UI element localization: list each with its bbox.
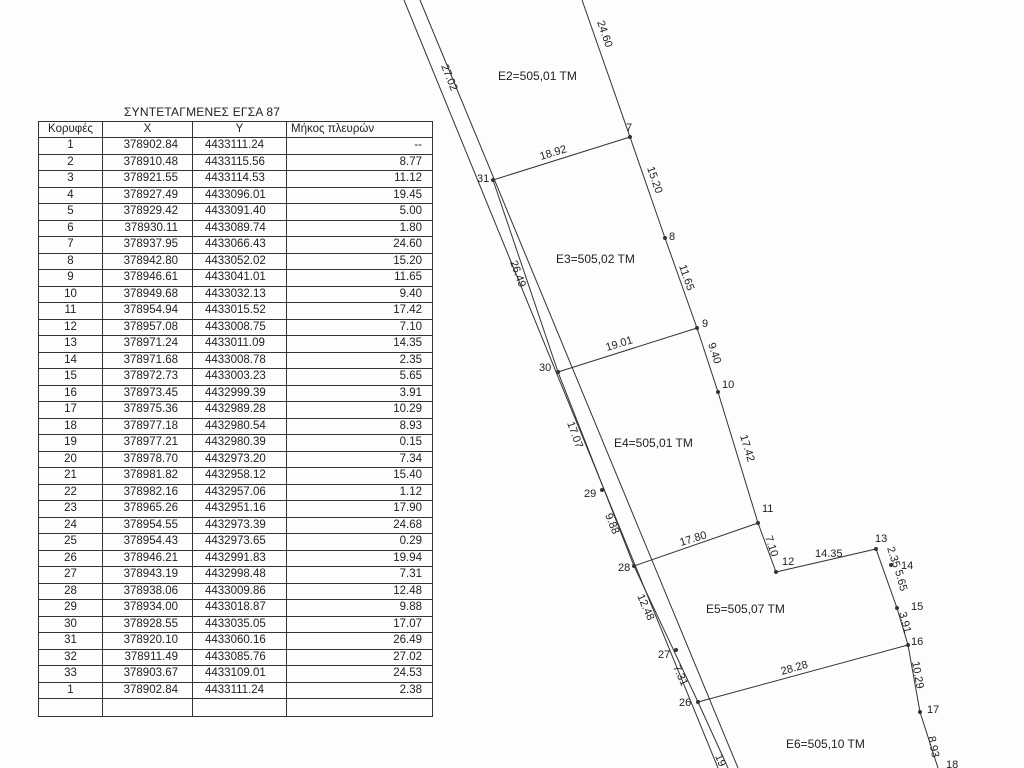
side-length-19: 19 xyxy=(712,752,728,768)
vertex-label-16: 16 xyxy=(911,636,924,648)
cell-y: 4432991.83 xyxy=(193,550,287,567)
area-label-e4: E4=505,01 TM xyxy=(614,436,693,450)
cell-vertex: 23 xyxy=(39,501,103,518)
cell-side-length: 2.35 xyxy=(287,352,433,369)
cell-vertex: 33 xyxy=(39,666,103,683)
parcel-outer-boundary xyxy=(582,0,938,768)
cell-x: 378928.55 xyxy=(103,616,193,633)
cell-y: 4433091.40 xyxy=(193,204,287,221)
cell-vertex: 3 xyxy=(39,171,103,188)
cell-y: 4433018.87 xyxy=(193,600,287,617)
side-length-10-29: 10.29 xyxy=(909,660,926,690)
cell-y: 4433066.43 xyxy=(193,237,287,254)
side-length-5-65: 5.65 xyxy=(892,568,910,593)
side-length-24-60: 24.60 xyxy=(594,19,615,50)
cell-side-length: 24.60 xyxy=(287,237,433,254)
cell-side-length: 17.90 xyxy=(287,501,433,518)
vertex-label-30: 30 xyxy=(539,362,552,374)
division-line-e5-e6 xyxy=(698,645,908,702)
cell-y: 4432980.39 xyxy=(193,435,287,452)
cell-y: 4433032.13 xyxy=(193,286,287,303)
side-length-28-28: 28.28 xyxy=(779,658,810,678)
vertex-label-29: 29 xyxy=(584,488,597,500)
cell-vertex: 27 xyxy=(39,567,103,584)
cell-x: 378977.18 xyxy=(103,418,193,435)
vertex-label-9: 9 xyxy=(702,318,709,330)
side-length-26-49: 26.49 xyxy=(507,258,528,289)
cell-y: 4433009.86 xyxy=(193,583,287,600)
area-label-e2: E2=505,01 TM xyxy=(498,69,577,83)
cell-y: 4433060.16 xyxy=(193,633,287,650)
side-length-27-02: 27.02 xyxy=(438,62,460,93)
vertex-label-31: 31 xyxy=(477,173,490,185)
cell-vertex: 1 xyxy=(39,138,103,155)
cell-side-length: 11.12 xyxy=(287,171,433,188)
road-edge-line xyxy=(404,0,718,768)
cell-vertex: 28 xyxy=(39,583,103,600)
cell-vertex: 5 xyxy=(39,204,103,221)
coordinates-table-title: ΣΥΝΤΕΤΑΓΜΕΝΕΣ ΕΓΣΑ 87 xyxy=(124,105,281,119)
vertex-label-28: 28 xyxy=(618,562,631,574)
cell-x: 378930.11 xyxy=(103,220,193,237)
cell-x: 378981.82 xyxy=(103,468,193,485)
cell-side-length: 17.07 xyxy=(287,616,433,633)
cell-vertex: 7 xyxy=(39,237,103,254)
cell-side-length: 1.80 xyxy=(287,220,433,237)
cell-y: 4433109.01 xyxy=(193,666,287,683)
cell-y: 4433041.01 xyxy=(193,270,287,287)
cell-y: 4432999.39 xyxy=(193,385,287,402)
side-length-19-01: 19.01 xyxy=(604,334,635,354)
area-label-e5: E5=505,07 TM xyxy=(706,602,785,616)
cell-x: 378954.94 xyxy=(103,303,193,320)
side-length-7-10: 7.10 xyxy=(762,534,781,559)
cell-vertex: 2 xyxy=(39,154,103,171)
header-vertex: Κορυφές xyxy=(39,122,103,138)
cell-side-length: 27.02 xyxy=(287,649,433,666)
side-length-3-91: 3.91 xyxy=(896,610,914,635)
cell-side-length: 9.40 xyxy=(287,286,433,303)
cell-side-length: 7.31 xyxy=(287,567,433,584)
cell-side-length: 5.00 xyxy=(287,204,433,221)
cell-y: 4432980.54 xyxy=(193,418,287,435)
cell-x: 378971.24 xyxy=(103,336,193,353)
side-length-18-92: 18.92 xyxy=(538,143,569,163)
vertex-label-7: 7 xyxy=(626,122,633,134)
cell-x: 378929.42 xyxy=(103,204,193,221)
cell-y: 4433008.75 xyxy=(193,319,287,336)
cell-x: 378954.55 xyxy=(103,517,193,534)
side-length-9-88: 9.88 xyxy=(602,511,622,536)
cell-y: 4432973.39 xyxy=(193,517,287,534)
cell-vertex: 18 xyxy=(39,418,103,435)
cell-x: 378965.26 xyxy=(103,501,193,518)
cell-vertex: 21 xyxy=(39,468,103,485)
cell-vertex: 31 xyxy=(39,633,103,650)
cell-y: 4433111.24 xyxy=(193,682,287,699)
cell-side-length: 8.77 xyxy=(287,154,433,171)
side-length-9-40: 9.40 xyxy=(705,341,724,366)
cell-side-length: 2.38 xyxy=(287,682,433,699)
cell-side-length: 24.53 xyxy=(287,666,433,683)
cell-side-length: 12.48 xyxy=(287,583,433,600)
cell-side-length: 5.65 xyxy=(287,369,433,386)
cell-vertex: 9 xyxy=(39,270,103,287)
cell-side-length: 9.88 xyxy=(287,600,433,617)
cell-x: 378920.10 xyxy=(103,633,193,650)
cell-vertex: 13 xyxy=(39,336,103,353)
cell-vertex: 17 xyxy=(39,402,103,419)
vertex-label-15: 15 xyxy=(911,601,924,613)
cell-x: 378902.84 xyxy=(103,682,193,699)
cell-vertex: 12 xyxy=(39,319,103,336)
side-length-17-07: 17.07 xyxy=(564,419,585,450)
cell-side-length: 10.29 xyxy=(287,402,433,419)
cell-y: 4433115.56 xyxy=(193,154,287,171)
cell-vertex: 1 xyxy=(39,682,103,699)
parcel-inner-boundary xyxy=(493,180,728,768)
cell-side-length: 24.68 xyxy=(287,517,433,534)
cell-side-length: 26.49 xyxy=(287,633,433,650)
vertex-label-17: 17 xyxy=(927,704,940,716)
cell-x: 378949.68 xyxy=(103,286,193,303)
cell-vertex: 19 xyxy=(39,435,103,452)
cell-vertex: 6 xyxy=(39,220,103,237)
road-edge-line xyxy=(420,0,738,768)
cell-side-length: 7.34 xyxy=(287,451,433,468)
vertex-label-12: 12 xyxy=(782,556,795,568)
cell-vertex: 30 xyxy=(39,616,103,633)
vertex-label-18: 18 xyxy=(946,759,959,768)
cell-vertex: 4 xyxy=(39,187,103,204)
side-length-17-80: 17.80 xyxy=(678,529,709,549)
cell-y: 4433085.76 xyxy=(193,649,287,666)
side-length-14-35: 14.35 xyxy=(815,548,843,560)
side-length-11-65: 11.65 xyxy=(676,263,697,293)
cell-vertex: 22 xyxy=(39,484,103,501)
cell-x: 378943.19 xyxy=(103,567,193,584)
cell-vertex: 14 xyxy=(39,352,103,369)
area-label-e3: E3=505,02 TM xyxy=(556,252,635,266)
side-length-2-35: 2.35 xyxy=(884,545,903,570)
cell-vertex: 24 xyxy=(39,517,103,534)
cell-x: 378973.45 xyxy=(103,385,193,402)
cell-y: 4432973.65 xyxy=(193,534,287,551)
cell-side-length: 14.35 xyxy=(287,336,433,353)
cell-vertex: 10 xyxy=(39,286,103,303)
cell-vertex: 25 xyxy=(39,534,103,551)
cell-side-length: 1.12 xyxy=(287,484,433,501)
cell-vertex: 16 xyxy=(39,385,103,402)
vertex-label-11: 11 xyxy=(762,503,774,515)
side-length-17-42: 17.42 xyxy=(737,433,757,464)
cell-y: 4433011.09 xyxy=(193,336,287,353)
cell-x: 378957.08 xyxy=(103,319,193,336)
cell-y: 4432989.28 xyxy=(193,402,287,419)
cell-vertex: 8 xyxy=(39,253,103,270)
cell-x: 378927.49 xyxy=(103,187,193,204)
cell-y: 4432973.20 xyxy=(193,451,287,468)
vertex-label-13: 13 xyxy=(875,533,888,545)
cell-y: 4433089.74 xyxy=(193,220,287,237)
vertex-label-14: 14 xyxy=(901,560,914,572)
cell-side-length: 0.29 xyxy=(287,534,433,551)
cell-y: 4432951.16 xyxy=(193,501,287,518)
cell-x: 378937.95 xyxy=(103,237,193,254)
cell-y: 4432998.48 xyxy=(193,567,287,584)
cell-vertex: 26 xyxy=(39,550,103,567)
header-side-length: Μήκος πλευρών xyxy=(287,122,433,138)
cell-vertex: 11 xyxy=(39,303,103,320)
cell-x: 378921.55 xyxy=(103,171,193,188)
cell-x: 378934.00 xyxy=(103,600,193,617)
cell-side-length: -- xyxy=(287,138,433,155)
cell-side-length: 0.15 xyxy=(287,435,433,452)
cell-side-length: 19.45 xyxy=(287,187,433,204)
cell-side-length: 3.91 xyxy=(287,385,433,402)
side-length-7-31: 7.31 xyxy=(670,663,690,688)
cell-x: 378975.36 xyxy=(103,402,193,419)
cell-x: 378938.06 xyxy=(103,583,193,600)
cell-x: 378910.48 xyxy=(103,154,193,171)
cell-x: 378982.16 xyxy=(103,484,193,501)
cell-y: 4433003.23 xyxy=(193,369,287,386)
cell-x: 378978.70 xyxy=(103,451,193,468)
cell-y: 4433114.53 xyxy=(193,171,287,188)
cell-x: 378954.43 xyxy=(103,534,193,551)
header-x: X xyxy=(103,122,193,138)
side-length-12-48: 12.48 xyxy=(634,592,657,623)
cell-side-length: 17.42 xyxy=(287,303,433,320)
cell-x: 378946.21 xyxy=(103,550,193,567)
cell-y: 4433008.78 xyxy=(193,352,287,369)
cell-x: 378942.80 xyxy=(103,253,193,270)
cell-side-length: 19.94 xyxy=(287,550,433,567)
cell-x: 378946.61 xyxy=(103,270,193,287)
cell-vertex: 20 xyxy=(39,451,103,468)
cell-x: 378977.21 xyxy=(103,435,193,452)
cell-x: 378903.67 xyxy=(103,666,193,683)
side-length-15-20: 15.20 xyxy=(644,165,665,196)
cell-y: 4433096.01 xyxy=(193,187,287,204)
cell-side-length: 15.20 xyxy=(287,253,433,270)
side-length-8-93: 8.93 xyxy=(925,735,942,759)
cell-y: 4433035.05 xyxy=(193,616,287,633)
header-y: Y xyxy=(193,122,287,138)
vertex-label-10: 10 xyxy=(722,379,735,391)
vertex-label-8: 8 xyxy=(669,231,676,243)
cell-y: 4433015.52 xyxy=(193,303,287,320)
cell-y: 4432957.06 xyxy=(193,484,287,501)
vertex-label-27: 27 xyxy=(658,649,671,661)
cell-y: 4433111.24 xyxy=(193,138,287,155)
cell-side-length: 11.65 xyxy=(287,270,433,287)
cell-vertex: 32 xyxy=(39,649,103,666)
cell-x: 378902.84 xyxy=(103,138,193,155)
cell-vertex: 15 xyxy=(39,369,103,386)
cell-x: 378972.73 xyxy=(103,369,193,386)
cell-x: 378911.49 xyxy=(103,649,193,666)
cell-y: 4433052.02 xyxy=(193,253,287,270)
cell-side-length: 7.10 xyxy=(287,319,433,336)
cell-side-length: 15.40 xyxy=(287,468,433,485)
cell-side-length: 8.93 xyxy=(287,418,433,435)
cell-x: 378971.68 xyxy=(103,352,193,369)
cell-vertex: 29 xyxy=(39,600,103,617)
area-label-e6: E6=505,10 TM xyxy=(786,737,865,751)
vertex-label-26: 26 xyxy=(679,697,692,709)
cell-y: 4432958.12 xyxy=(193,468,287,485)
